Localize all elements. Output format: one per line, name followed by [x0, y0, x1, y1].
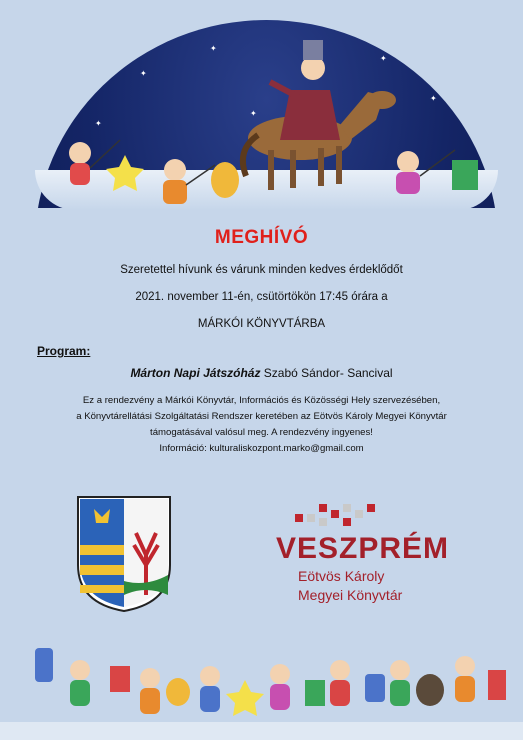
child-icon	[455, 656, 475, 702]
lantern-icon	[305, 680, 325, 706]
library-logo-subtitle-1: Eötvös Károly	[298, 568, 385, 584]
star-icon: ✦	[210, 44, 217, 53]
lantern-parade-illustration	[0, 630, 523, 740]
star-icon: ✦	[140, 69, 147, 78]
details-line-1: Ez a rendezvény a Márkói Könyvtár, Információs és Közösségi Hely szervezésében,	[82, 395, 441, 406]
library-logo-name: VESZPRÉM	[276, 532, 450, 565]
lantern-icon	[365, 674, 385, 702]
child-icon	[140, 668, 160, 714]
program-host: Szabó Sándor- Sancival	[260, 366, 393, 380]
child-icon	[330, 660, 350, 706]
lantern-icon	[35, 648, 53, 682]
lantern-icon	[488, 670, 506, 700]
program-label: Program:	[37, 344, 91, 358]
greeting-line: Szeretettel hívunk és várunk minden kedves érdeklődőt	[120, 264, 403, 276]
details-line-3: támogatásával valósul meg. A rendezvény ingyenes!	[150, 427, 373, 438]
date-line: 2021. november 11-én, csütörtökön 17:45 órára a	[135, 291, 388, 303]
child-with-lantern	[396, 150, 478, 194]
star-icon: ✦	[430, 94, 437, 103]
star-icon: ✦	[95, 119, 102, 128]
star-icon: ✦	[250, 109, 257, 118]
lantern-icon	[166, 678, 190, 706]
lantern-icon	[226, 680, 264, 716]
program-name: Márton Napi Játszóház	[130, 366, 261, 380]
program-line	[0, 366, 523, 380]
child-icon	[270, 664, 290, 710]
child-icon	[70, 660, 90, 706]
details-line-2: a Könyvtárellátási Szolgáltatási Rendszer keretében az Eötvös Károly Megyei Könyvtár	[76, 411, 447, 422]
library-logo-pattern	[295, 500, 375, 530]
lantern-icon	[416, 674, 444, 706]
child-with-lantern	[69, 140, 144, 191]
child-icon	[390, 660, 410, 706]
st-martin-illustration	[0, 0, 523, 215]
child-icon	[200, 666, 220, 712]
venue-line: MÁRKÓI KÖNYVTÁRBA	[197, 318, 326, 330]
star-icon: ✦	[380, 54, 387, 63]
library-logo-subtitle-2: Megyei Könyvtár	[298, 587, 403, 603]
coat-of-arms-icon	[74, 495, 174, 613]
details-line-4: Információ: kulturaliskozpont.marko@gmail.com	[159, 443, 364, 454]
child-with-lantern	[163, 159, 239, 204]
lantern-icon	[110, 666, 130, 692]
invitation-title: MEGHÍVÓ	[214, 227, 309, 248]
